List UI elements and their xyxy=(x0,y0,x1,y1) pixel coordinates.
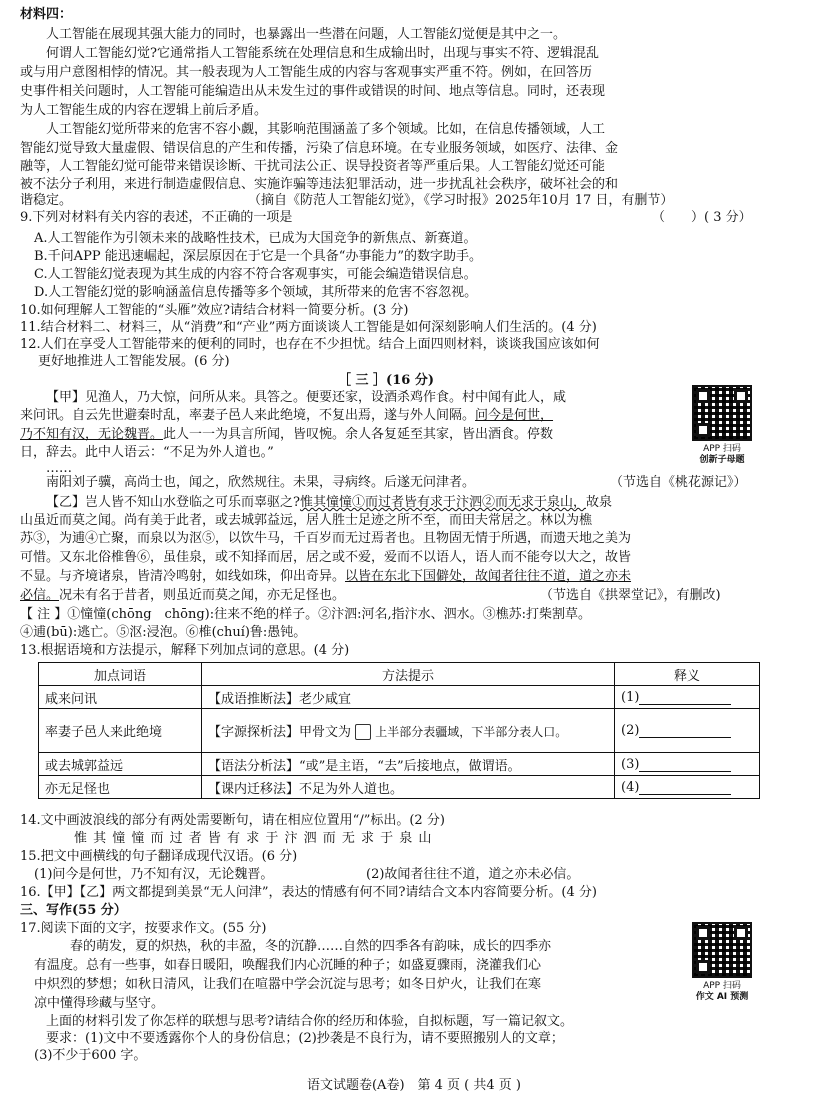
answer-blank[interactable] xyxy=(639,759,731,772)
q15-item2: (2)故闻者往往不道，道之亦未必信。 xyxy=(366,867,580,882)
page-footer: 语文试题卷(A卷) 第 4 页 ( 共4 页 ) xyxy=(306,1078,521,1093)
q13-header-answer: 释义 xyxy=(615,663,760,686)
yi-line1-a: 【乙】岂人皆不知山水登临之可乐而辜驱之? xyxy=(46,495,300,510)
jia-line2-a: 来问讯。自云先世避秦时乱，率妻子邑人来此绝境，不复出焉，遂与外人间隔。 xyxy=(20,408,476,423)
m4-p2-line3: 史事件相关问题时，人工智能可能编造出从未发生过的事件或错误的时间、地点等信息。同时，还表现 xyxy=(20,84,606,99)
qr1-caption xyxy=(684,444,760,466)
q13-answer-label: (1) xyxy=(621,689,640,705)
qr2-caption xyxy=(684,981,760,1003)
qr-code-1[interactable] xyxy=(692,385,752,441)
q13-hint-text: 【字源探析法】甲骨文为 xyxy=(208,724,352,740)
oracle-glyph-icon xyxy=(355,724,371,740)
q13-hint: 【课内迁移法】不足为外人道也。 xyxy=(202,776,615,799)
q16: 16.【甲】【乙】两文都提到美景“无人问津”，表达的情感有何不同?请结合文本内容简要分析。(4 分) xyxy=(20,885,597,900)
q13-word: 亦无足怪也 xyxy=(39,776,202,799)
q15-stem: 15.把文中画横线的句子翻译成现代汉语。(6 分) xyxy=(20,849,298,864)
qr1-caption-line2: 创新子母题 xyxy=(699,455,745,465)
yi-wavy-text: 惟其憧憧①而过者皆有求于汴泗②而无求于泉山， xyxy=(299,495,586,510)
qr-eye xyxy=(696,423,710,437)
jia-source: （节选自《桃花源记》） xyxy=(610,475,747,490)
table-row xyxy=(39,686,760,709)
qr-eye xyxy=(696,960,710,974)
jia-line6: 南阳刘子骥，高尚士也，闻之，欣然规往。未果，寻病终。后遂无问津者。 xyxy=(46,475,476,490)
yi-line5 xyxy=(20,568,631,585)
table-row xyxy=(39,776,760,799)
q13-stem: 13.根据语境和方法提示，解释下列加点词的意思。(4 分) xyxy=(20,643,350,658)
q9-option-b: B.千问APP 能迅速崛起，深层原因在于它是一个具备“办事能力”的数字助手。 xyxy=(34,249,482,264)
m4-p3-line5: 谐稳定。 xyxy=(20,193,73,208)
q9-option-a: A.人工智能作为引领未来的战略性技术，已成为大国竞争的新焦点、新赛道。 xyxy=(34,231,477,246)
q13-header-hint: 方法提示 xyxy=(202,663,615,686)
answer-blank[interactable] xyxy=(639,782,731,795)
yi-source: （节选自《拱翠堂记》，有删改) xyxy=(540,588,721,603)
q13-overlay-note: 上半部分表疆域，下半部分表人口。 xyxy=(375,724,568,739)
m4-paragraph-1: 人工智能在展现其强大能力的同时，也暴露出一些潜在问题，人工智能幻觉便是其中之一。 xyxy=(46,27,567,42)
yi-line3: 苏③，为逋④亡聚，而泉以为沤⑤，以饮牛马，千百岁而无过焉者也。且物固无情于所遇，而遗天地之美为 xyxy=(20,531,632,546)
q17-requirements: 要求：(1)文中不要透露你个人的身份信息；(2)抄袭是不良行为，请不要照搬别人的文章； xyxy=(46,1031,564,1046)
q15-item1: (1)问今是何世，乃不知有汉，无论魏晋。 xyxy=(34,867,274,882)
qr-eye xyxy=(734,389,748,403)
m4-p2-line2: 或与用户意图相悖的情况。其一般表现为人工智能生成的内容与客观事实严重不符。例如，在回答历 xyxy=(20,65,593,80)
q12-line1: 12.人们在享受人工智能带来的便利的同时，也存在不少担忧。结合上面四则材料，谈谈我国应该如何 xyxy=(20,337,600,352)
q14-sentence[interactable]: 惟 其 憧 憧 而 过 者 皆 有 求 于 汴 泗 而 无 求 于 泉 山 xyxy=(74,831,433,846)
yi-underlined-sentence-b: 必信。 xyxy=(20,588,60,603)
m4-p3-line1: 人工智能幻觉所带来的危害不容小觑，其影响范围涵盖了多个领域。比如，在信息传播领域，人工 xyxy=(46,122,606,137)
yi-line1 xyxy=(46,494,612,511)
q13-answer-cell[interactable] xyxy=(615,709,760,753)
yi-line6-b: 况未有名于昔者，则虽近而莫之闻，亦无足怪也。 xyxy=(59,588,346,603)
m4-p3-line2: 智能幻觉导致大量虚假、错误信息的产生和传播，污染了信息环境。在专业服务领域，如医疗、法律、金 xyxy=(20,141,619,156)
q17-material-line1: 春的萌发，夏的炽热，秋的丰盈，冬的沉静……自然的四季各有韵味，成长的四季亦 xyxy=(70,939,552,954)
m4-p2-line4: 为人工智能生成的内容在逻辑上前后矛盾。 xyxy=(20,103,268,118)
q11: 11.结合材料二、材料三，从“消费”和“产业”两方面谈谈人工智能是如何深刻影响人们生活的。(4 分) xyxy=(20,320,597,335)
q13-hint: 【成语推断法】老少咸宜 xyxy=(202,686,615,709)
q13-answer-label: (4) xyxy=(621,779,640,795)
q13-hint-oracle xyxy=(202,709,615,753)
q17-stem: 17.阅读下面的文字，按要求作文。(55 分) xyxy=(20,921,267,936)
jia-line3 xyxy=(20,426,553,443)
m4-p2-line1: 何谓人工智能幻觉?它通常指人工智能系统在处理信息和生成输出时，出现与事实不符、逻辑混乱 xyxy=(46,46,599,61)
qr-code-2[interactable] xyxy=(692,922,752,978)
notes-line2: ④逋(bū):逃亡。⑤沤:浸泡。⑥椎(chuí)鲁:愚钝。 xyxy=(20,625,307,640)
qr1-caption-line1: APP 扫码 xyxy=(703,444,741,454)
answer-blank[interactable] xyxy=(639,692,731,705)
q9-stem: 9.下列对材料有关内容的表述，不正确的一项是 xyxy=(20,210,293,225)
answer-blank[interactable] xyxy=(639,725,731,738)
jia-line1: 【甲】见渔人，乃大惊，问所从来。具答之。便要还家，设酒杀鸡作食。村中闻有此人，咸 xyxy=(46,390,567,405)
q13-word: 率妻子邑人来此绝境 xyxy=(39,709,202,753)
yi-line6 xyxy=(20,587,345,604)
q17-material-line4: 凉中懂得珍藏与坚守。 xyxy=(34,996,165,1011)
q17-material-line2: 有温度。总有一些事，如春日暖阳，唤醒我们内心沉睡的种子；如盛夏骤雨，浇灌我们心 xyxy=(34,958,542,973)
notes-line1: 【 注 】①憧憧(chōng chōng):往来不绝的样子。②汴泗:河名,指汴水、泗水。③樵苏:打柴割草。 xyxy=(20,607,592,622)
q14-stem: 14.文中画波浪线的部分有两处需要断句，请在相应位置用“/”标出。(2 分) xyxy=(20,813,445,828)
q17-prompt: 上面的材料引发了你怎样的联想与思考?请结合你的经历和体验，自拟标题，写一篇记叙文。 xyxy=(46,1014,573,1029)
yi-line5-a: 不显。与齐境诸泉，皆清冷鸣射，如线如珠，仰出奇异。 xyxy=(20,569,346,584)
q13-answer-cell[interactable] xyxy=(615,776,760,799)
q12-line2: 更好地推进人工智能发展。(6 分) xyxy=(38,354,230,369)
q13-table xyxy=(38,662,760,799)
q17-requirement-3: (3)不少于600 字。 xyxy=(34,1048,147,1063)
jia-underlined-sentence-b: 乃不知有汉，无论魏晋。 xyxy=(20,427,164,442)
jia-underlined-sentence-a: 问今是何世， xyxy=(475,408,554,423)
yi-underlined-sentence-a: 以皆在东北下国僻处，故闻者往往不道，道之亦未 xyxy=(345,569,632,584)
q13-word: 咸来问讯 xyxy=(39,686,202,709)
q13-answer-label: (2) xyxy=(621,723,640,738)
q17-material-line3: 中炽烈的梦想；如秋日清风，让我们在喧嚣中学会沉淀与思考；如冬日炉火，让我们在寒 xyxy=(34,977,542,992)
q9-option-d: D.人工智能幻觉的影响涵盖信息传播等多个领域，其所带来的危害不容忽视。 xyxy=(34,285,478,300)
qr2-caption-line2: 作文 AI 预测 xyxy=(695,992,749,1002)
jia-ellipsis: …… xyxy=(46,461,72,476)
jia-line4: 日，辞去。此中人语云：“不足为外人道也。” xyxy=(20,445,274,460)
material-4-heading: 材料四： xyxy=(20,7,73,22)
yi-line2: 山虽近而莫之闻。尚有美于此者，或去城郭益远，居人胜士足迹之所不至，而田夫常居之。林以为樵 xyxy=(20,513,593,528)
q13-word: 或去城郭益远 xyxy=(39,753,202,776)
q13-answer-cell[interactable] xyxy=(615,753,760,776)
jia-line3-b: 此人一一为具言所闻，皆叹惋。余人各复延至其家，皆出酒食。停数 xyxy=(163,427,554,442)
qr-eye xyxy=(734,926,748,940)
yi-line4: 可惜。又东北俗椎鲁⑥，虽佳泉，或不知择而居，居之或不爱，爱而不以语人，语人而不能夸以大之，故皆 xyxy=(20,550,632,565)
q10: 10.如何理解人工智能的“头雁”效应?请结合材料一简要分析。(3 分) xyxy=(20,303,409,318)
q9-option-c: C.人工智能幻觉表现为其生成的内容不符合客观事实，可能会编造错误信息。 xyxy=(34,267,477,282)
table-row xyxy=(39,753,760,776)
m4-p3-line3: 融等，人工智能幻觉可能带来错误诊断、干扰司法公正、误导投资者等严重后果。人工智能幻觉还可能 xyxy=(20,159,606,174)
yi-line1-c: 故泉 xyxy=(586,495,613,510)
m4-p3-line4: 被不法分子利用，来进行制造虚假信息、实施诈骗等违法犯罪活动，进一步扰乱社会秩序，破坏社会的和 xyxy=(20,177,619,192)
qr-eye xyxy=(696,926,710,940)
q9-score: （ ）( 3 分） xyxy=(652,210,752,225)
q13-answer-cell[interactable] xyxy=(615,686,760,709)
qr2-caption-line1: APP 扫码 xyxy=(703,981,741,991)
jia-line2 xyxy=(20,407,553,424)
q13-table-header-row xyxy=(39,663,760,686)
table-row xyxy=(39,709,760,753)
q13-answer-label: (3) xyxy=(621,756,640,772)
m4-source: （摘自《防范人工智能幻觉》，《学习时报》2025年10月 17 日，有删节） xyxy=(248,193,674,208)
q13-hint: 【语法分析法】“或”是主语，“去”后接地点，做谓语。 xyxy=(202,753,615,776)
writing-section-heading: 三、写作(55 分） xyxy=(20,903,127,918)
section-3-heading: ［ 三 ］(16 分) xyxy=(338,373,434,388)
q13-header-word: 加点词语 xyxy=(39,663,202,686)
qr-eye xyxy=(696,389,710,403)
